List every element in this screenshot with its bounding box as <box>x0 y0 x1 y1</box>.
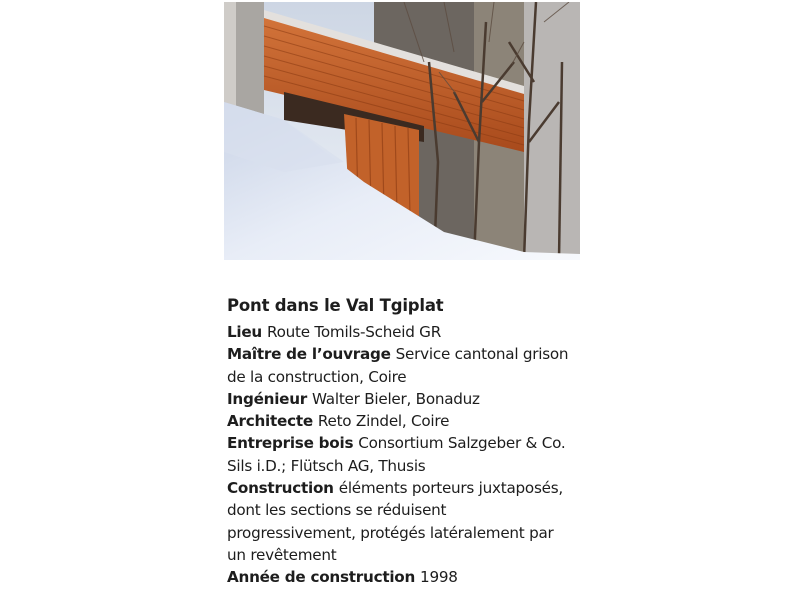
entry-value: Consortium Salzgeber & Co. Sils i.D.; Flütsch AG, Thusis <box>227 434 566 475</box>
entry-label: Entreprise bois <box>227 434 354 453</box>
entry-annee-construction <box>227 566 572 588</box>
entry-maitre-ouvrage <box>227 343 572 388</box>
entry-label: Architecte <box>227 412 313 431</box>
bridge-photo <box>224 2 580 260</box>
entry-label: Maître de l’ouvrage <box>227 345 391 364</box>
caption <box>227 296 572 589</box>
entry-value: éléments porteurs juxtaposés, dont les sections se réduisent progressivement, protégés latéralement par un revêtement <box>227 479 563 564</box>
entry-label: Ingénieur <box>227 389 308 408</box>
entry-label: Construction <box>227 479 334 498</box>
entry-value: Walter Bieler, Bonaduz <box>312 389 480 408</box>
entry-value: Reto Zindel, Coire <box>317 412 450 431</box>
entry-lieu <box>227 321 572 343</box>
entry-value: Route Tomils-Scheid GR <box>267 323 441 341</box>
entry-value: 1998 <box>420 568 458 587</box>
entry-label: Année de construction <box>227 568 416 587</box>
entry-ingenieur <box>227 388 572 410</box>
entry-construction <box>227 477 572 566</box>
entry-label: Lieu <box>227 323 262 341</box>
caption-title: Pont dans le Val Tgiplat <box>227 296 444 315</box>
entry-architecte <box>227 410 572 432</box>
entry-entreprise-bois <box>227 432 572 477</box>
entry-value: Service cantonal grison de la construction, Coire <box>227 345 569 386</box>
